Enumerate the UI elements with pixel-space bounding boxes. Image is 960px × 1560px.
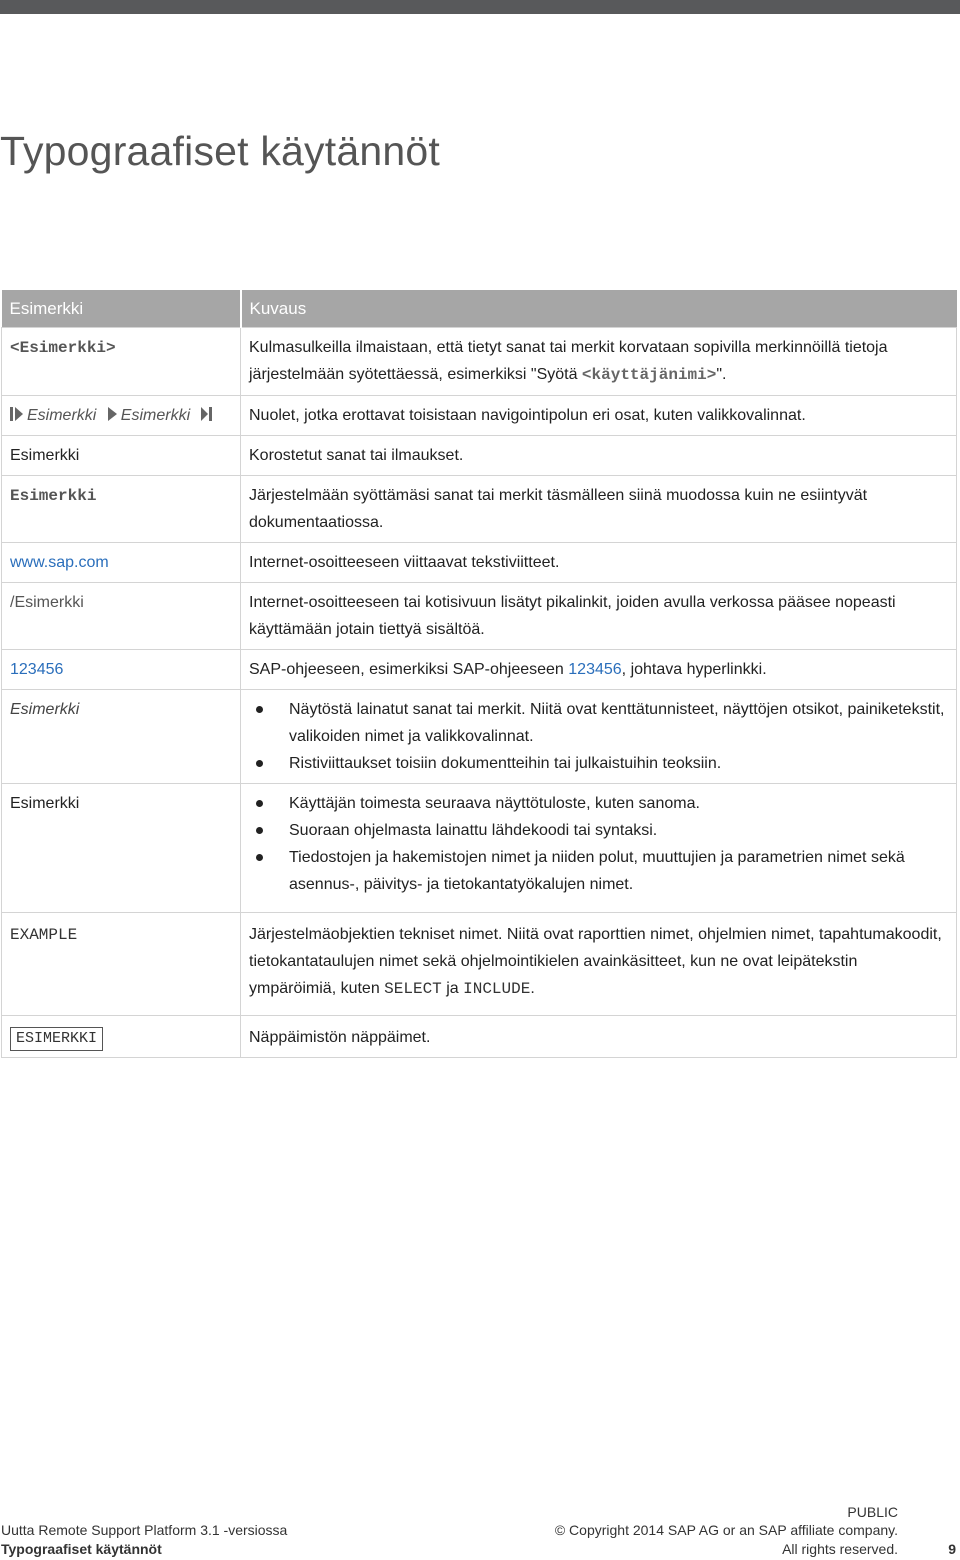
nav-start-arrow-icon	[10, 406, 24, 422]
example-cell	[2, 650, 241, 690]
table-row	[2, 396, 957, 436]
footer-classification: PUBLIC	[847, 1504, 898, 1520]
example-cell	[2, 913, 241, 1016]
description-cell: Näppäimistön näppäimet.	[241, 1016, 957, 1058]
example-quick-link: /Esimerkki	[10, 594, 84, 611]
example-cell: Esimerkki	[2, 436, 241, 476]
list-item: Näytöstä lainatut sanat tai merkit. Niitä ovat kenttätunnisteet, näyttöjen otsikot, painiketekstit, valikoiden nimet ja valikkovalinnat.	[289, 696, 948, 750]
example-cell: Esimerkki	[2, 784, 241, 913]
example-cell	[2, 328, 241, 396]
bullet-list	[249, 790, 948, 898]
table-row	[2, 913, 957, 1016]
footer-rights: All rights reserved.	[782, 1541, 898, 1557]
example-keyboard-key: ESIMERKKI	[10, 1027, 103, 1051]
table-row	[2, 328, 957, 396]
description-cell: Järjestelmään syöttämäsi sanat tai merkit täsmälleen siinä muodossa kuin ne esiintyvät dokumentaatiossa.	[241, 476, 957, 543]
description-cell: Järjestelmäobjektien tekniset nimet. Niitä ovat raporttien nimet, ohjelmien nimet, tapahtumakoodit, tietokantataulujen nimet sekä ohjelmointikielen avainkäsitteet, kun ne ovat leipätekstin ympäröimiä, kuten SELECT ja INCLUDE.	[241, 913, 957, 1016]
example-cell	[2, 583, 241, 650]
example-url: www.sap.com	[10, 554, 109, 571]
list-item: Tiedostojen ja hakemistojen nimet ja niiden polut, muuttujien ja parametrien nimet sekä asennus-, päivitys- ja tietokantatyökalujen nimet.	[289, 844, 948, 898]
description-cell	[241, 690, 957, 784]
code-include: INCLUDE	[463, 980, 531, 998]
table-row	[2, 583, 957, 650]
example-italic: Esimerkki	[10, 701, 80, 718]
inline-hyperlink: 123456	[568, 661, 622, 678]
list-item: Käyttäjän toimesta seuraava näyttötuloste, kuten sanoma.	[289, 790, 948, 817]
table-row	[2, 784, 957, 913]
footer-section: Typograafiset käytännöt	[1, 1541, 162, 1557]
description-cell: SAP-ohjeeseen, esimerkiksi SAP-ohjeeseen 123456, johtava hyperlinkki.	[241, 650, 957, 690]
navigation-path: Esimerkki Esimerkki	[10, 407, 217, 424]
description-cell	[241, 784, 957, 913]
table-row	[2, 1016, 957, 1058]
placeholder-username: <käyttäjänimi>	[581, 366, 717, 384]
footer-page-number: 9	[948, 1541, 956, 1557]
table-row	[2, 436, 957, 476]
description-cell: Nuolet, jotka erottavat toisistaan navigointipolun eri osat, kuten valikkovalinnat.	[241, 396, 957, 436]
example-technical-name: EXAMPLE	[10, 926, 78, 944]
example-cell	[2, 690, 241, 784]
description-cell: Kulmasulkeilla ilmaistaan, että tietyt sanat tai merkit korvataan sopivilla merkinnöillä tietoja järjestelmään syötettäessä, esimerkiksi "Syötä <käyttäjänimi>".	[241, 328, 957, 396]
example-cell	[2, 543, 241, 583]
bullet-list	[249, 696, 948, 777]
table-row	[2, 543, 957, 583]
header-description: Kuvaus	[241, 290, 957, 328]
description-cell: Internet-osoitteeseen tai kotisivuun lisätyt pikalinkit, joiden avulla verkossa pääsee nopeasti käyttämään jotain tiettyä sisältöä.	[241, 583, 957, 650]
list-item: Suoraan ohjelmasta lainattu lähdekoodi tai syntaksi.	[289, 817, 948, 844]
code-select: SELECT	[384, 980, 442, 998]
table-row	[2, 650, 957, 690]
example-cell	[2, 1016, 241, 1058]
description-cell: Internet-osoitteeseen viittaavat tekstiviitteet.	[241, 543, 957, 583]
table-row	[2, 690, 957, 784]
table-row	[2, 476, 957, 543]
example-angle-brackets: <Esimerkki>	[10, 339, 116, 357]
conventions-table	[1, 290, 957, 1058]
nav-separator-arrow-icon	[106, 406, 118, 422]
page-title: Typograafiset käytännöt	[0, 128, 440, 174]
example-cell	[2, 396, 241, 436]
example-cell	[2, 476, 241, 543]
description-cell: Korostetut sanat tai ilmaukset.	[241, 436, 957, 476]
footer-product: Uutta Remote Support Platform 3.1 -versiossa	[1, 1522, 288, 1538]
nav-end-arrow-icon	[200, 406, 214, 422]
top-bar	[0, 0, 960, 14]
list-item: Ristiviittaukset toisiin dokumentteihin tai julkaistuihin teoksiin.	[289, 750, 948, 777]
example-hyperlink: 123456	[10, 661, 64, 678]
footer-copyright: © Copyright 2014 SAP AG or an SAP affiliate company.	[554, 1522, 898, 1538]
header-example: Esimerkki	[2, 290, 241, 328]
table-header-row	[2, 290, 957, 328]
example-user-entry: Esimerkki	[10, 487, 97, 505]
